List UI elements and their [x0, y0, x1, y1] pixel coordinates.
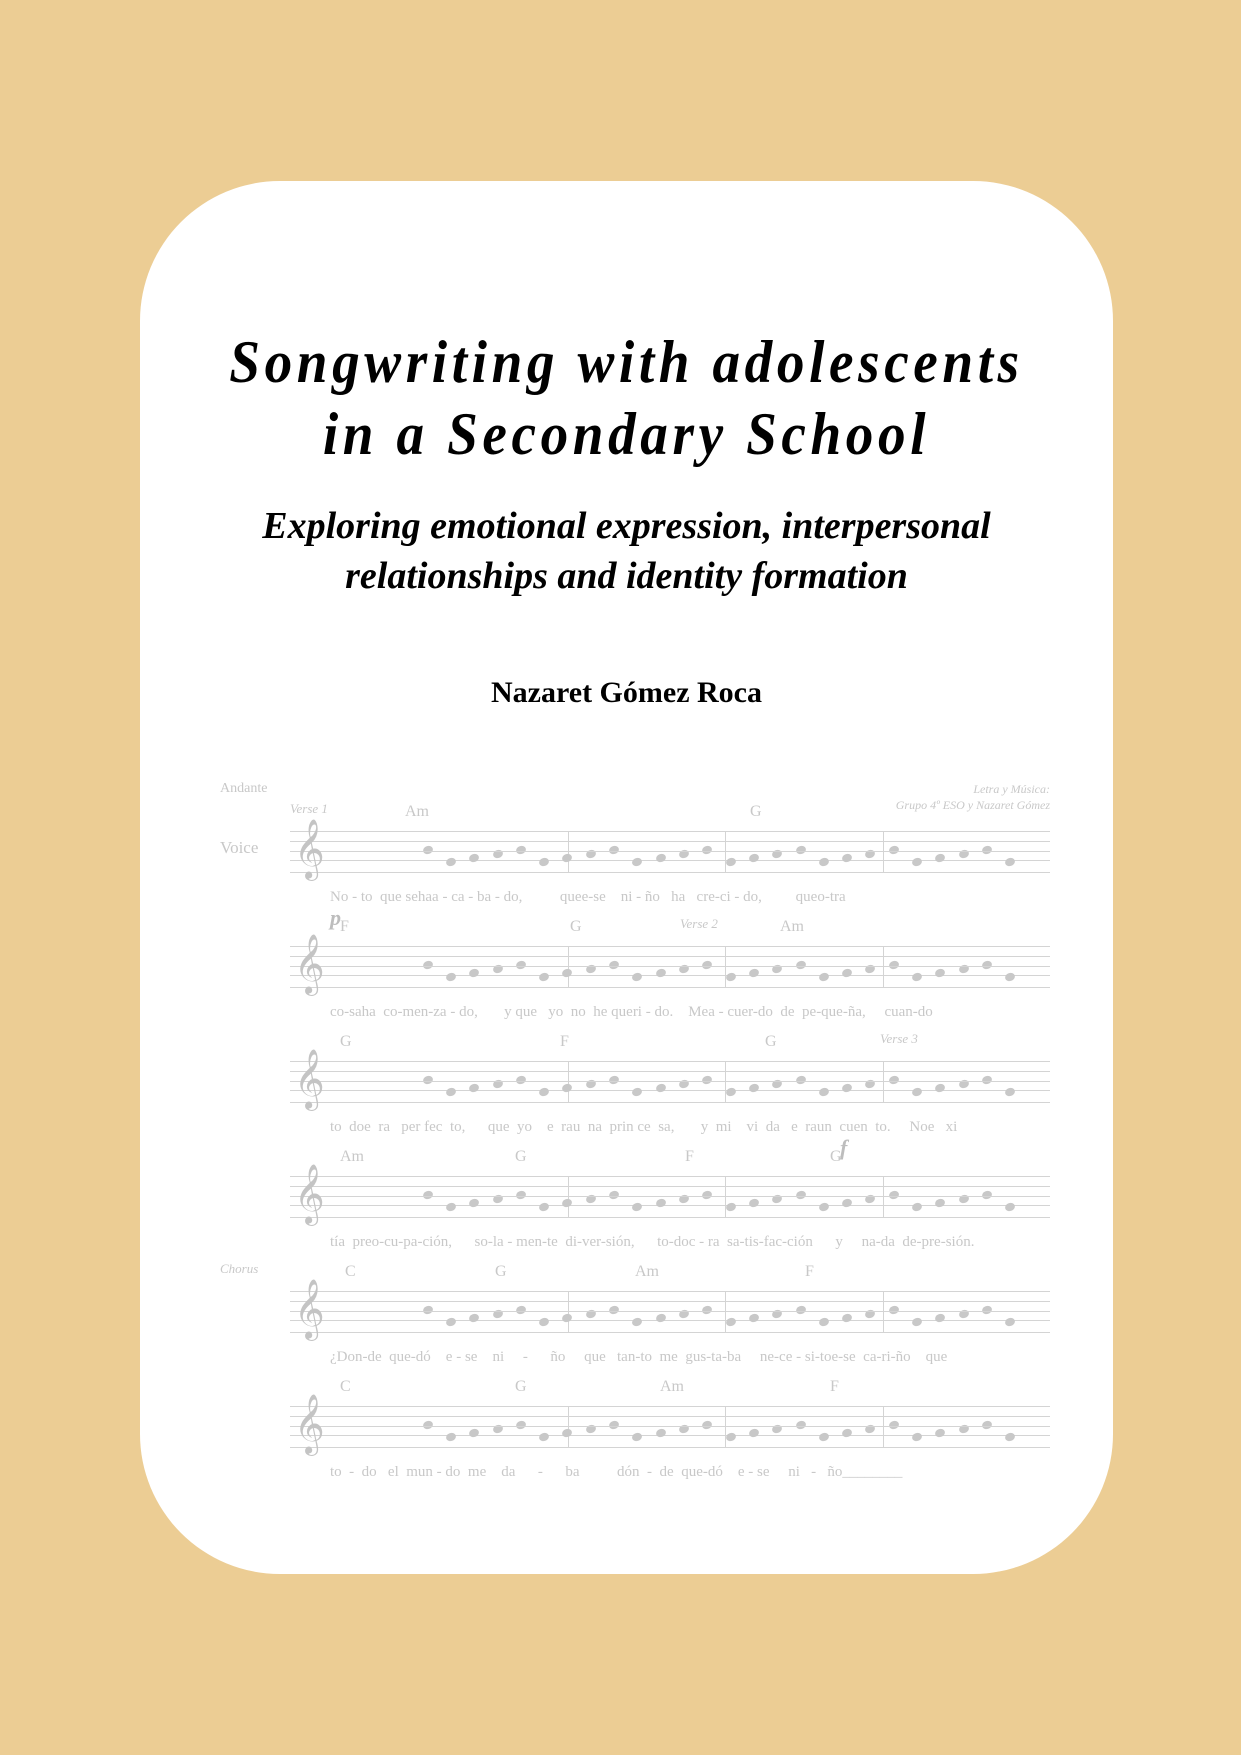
note-head: [585, 1079, 597, 1090]
note-head: [771, 1424, 783, 1435]
staff: [290, 946, 1050, 988]
chord-symbol: Am: [780, 918, 804, 935]
note-head: [864, 849, 876, 860]
note-head: [1004, 857, 1016, 868]
bar-line: [725, 1292, 726, 1332]
note-head: [631, 972, 643, 983]
bar-line: [883, 1177, 884, 1217]
note-head: [538, 1432, 550, 1443]
note-head: [771, 1079, 783, 1090]
bar-line: [883, 947, 884, 987]
note-head: [911, 857, 923, 868]
note-head: [655, 968, 667, 979]
bar-line: [725, 1177, 726, 1217]
note-head: [864, 1194, 876, 1205]
cover-card: [140, 181, 1113, 1574]
note-head: [864, 1079, 876, 1090]
note-head: [841, 853, 853, 864]
credits-line-1: Letra y Música:: [973, 782, 1050, 796]
chord-symbol: F: [560, 1033, 569, 1050]
chord-symbol: F: [805, 1263, 814, 1280]
chord-symbol: Am: [635, 1263, 659, 1280]
book-subtitle: [140, 501, 1113, 601]
bar-line: [568, 832, 569, 872]
note-head: [655, 1198, 667, 1209]
note-head: [794, 1420, 806, 1431]
note-head: [491, 1309, 503, 1320]
note-head: [748, 1198, 760, 1209]
lyrics-line: ¿Don-de que-dó e - se ni - ño que tan-to me gus-ta-ba ne-ce - si-toe-se ca-ri-ño que: [330, 1349, 948, 1365]
chord-symbol: Am: [405, 803, 429, 820]
chord-symbol: F: [340, 918, 349, 935]
note-head: [864, 964, 876, 975]
note-head: [771, 1194, 783, 1205]
note-head: [655, 1428, 667, 1439]
note-head: [468, 1083, 480, 1094]
chord-symbol: G: [830, 1148, 842, 1165]
note-head: [725, 972, 737, 983]
note-head: [841, 1313, 853, 1324]
note-head: [561, 1198, 573, 1209]
note-head: [748, 1428, 760, 1439]
lyrics-line: to - do el mun - do me da - ba dón - de que-dó e - se ni - ño________: [330, 1464, 903, 1480]
note-head: [888, 1190, 900, 1201]
note-head: [538, 1317, 550, 1328]
chord-symbol: C: [345, 1263, 356, 1280]
bar-line: [883, 1292, 884, 1332]
treble-clef-icon: 𝄞: [294, 1394, 325, 1454]
note-head: [678, 964, 690, 975]
note-head: [701, 1420, 713, 1431]
note-head: [585, 849, 597, 860]
note-head: [725, 1432, 737, 1443]
note-head: [468, 1198, 480, 1209]
lyrics-line: No - to que sehaa - ca - ba - do, quee-se ni - ño ha cre-ci - do, queo-tra: [330, 889, 846, 905]
note-head: [561, 1428, 573, 1439]
note-head: [631, 1087, 643, 1098]
note-head: [422, 845, 434, 856]
note-head: [631, 857, 643, 868]
note-head: [794, 1305, 806, 1316]
note-head: [794, 845, 806, 856]
note-head: [841, 1083, 853, 1094]
treble-clef-icon: 𝄞: [294, 819, 325, 879]
note-head: [655, 1313, 667, 1324]
note-head: [491, 1079, 503, 1090]
note-head: [934, 1198, 946, 1209]
chord-symbol: F: [830, 1378, 839, 1395]
note-head: [888, 845, 900, 856]
credits-line-2: Grupo 4º ESO y Nazaret Gómez: [895, 798, 1050, 812]
chord-symbol: G: [340, 1033, 352, 1050]
bar-line: [725, 1407, 726, 1447]
note-head: [608, 1190, 620, 1201]
note-head: [725, 1087, 737, 1098]
note-head: [748, 968, 760, 979]
note-head: [515, 1420, 527, 1431]
note-head: [981, 1305, 993, 1316]
instrument-label: Voice: [220, 838, 259, 857]
note-head: [748, 1313, 760, 1324]
dynamic-marking: f: [840, 1135, 848, 1160]
note-head: [701, 845, 713, 856]
sheet-music-illustration: [220, 781, 1050, 1501]
chord-symbol: G: [515, 1378, 527, 1395]
note-head: [934, 968, 946, 979]
note-head: [422, 960, 434, 971]
note-head: [888, 1420, 900, 1431]
note-head: [491, 1194, 503, 1205]
note-head: [1004, 1317, 1016, 1328]
note-head: [841, 1428, 853, 1439]
note-head: [445, 1432, 457, 1443]
note-head: [468, 1313, 480, 1324]
note-head: [911, 972, 923, 983]
note-head: [841, 968, 853, 979]
note-head: [701, 1190, 713, 1201]
note-head: [888, 960, 900, 971]
note-head: [911, 1432, 923, 1443]
note-head: [538, 1202, 550, 1213]
title-line-1: Songwriting with adolescents: [229, 329, 1024, 395]
note-head: [771, 849, 783, 860]
note-head: [445, 972, 457, 983]
lyrics-line: co-saha co-men-za - do, y que yo no he queri - do. Mea - cuer-do de pe-que-ña, cuan-do: [330, 1004, 933, 1020]
note-head: [934, 1313, 946, 1324]
note-head: [631, 1317, 643, 1328]
title-line-2: in a Secondary School: [322, 401, 931, 467]
note-head: [468, 968, 480, 979]
staff: [290, 831, 1050, 873]
note-head: [608, 1075, 620, 1086]
note-head: [585, 964, 597, 975]
note-head: [515, 1305, 527, 1316]
note-head: [911, 1202, 923, 1213]
lyrics-line: to doe ra per fec to, que yo e rau na prin ce sa, y mi vi da e raun cuen to. Noe xi: [330, 1119, 958, 1135]
note-head: [888, 1305, 900, 1316]
note-head: [678, 1424, 690, 1435]
note-head: [934, 1428, 946, 1439]
chord-symbol: G: [515, 1148, 527, 1165]
note-head: [725, 1202, 737, 1213]
note-head: [538, 857, 550, 868]
note-head: [818, 1432, 830, 1443]
note-head: [701, 1075, 713, 1086]
note-head: [958, 1424, 970, 1435]
note-head: [1004, 972, 1016, 983]
note-head: [585, 1424, 597, 1435]
note-head: [422, 1420, 434, 1431]
note-head: [561, 1083, 573, 1094]
note-head: [794, 1075, 806, 1086]
note-head: [608, 1420, 620, 1431]
music-system: [220, 1261, 1050, 1371]
note-head: [631, 1202, 643, 1213]
note-head: [981, 845, 993, 856]
staff: [290, 1061, 1050, 1103]
note-head: [515, 1075, 527, 1086]
note-head: [422, 1190, 434, 1201]
chord-symbol: G: [570, 918, 582, 935]
bar-line: [725, 947, 726, 987]
note-head: [515, 845, 527, 856]
bar-line: [568, 1177, 569, 1217]
treble-clef-icon: 𝄞: [294, 1049, 325, 1109]
chord-symbol: F: [685, 1148, 694, 1165]
note-head: [981, 1420, 993, 1431]
note-head: [958, 849, 970, 860]
note-head: [981, 1190, 993, 1201]
note-head: [585, 1309, 597, 1320]
section-label: Verse 2: [680, 916, 718, 931]
note-head: [818, 1202, 830, 1213]
note-head: [934, 1083, 946, 1094]
note-head: [701, 1305, 713, 1316]
note-head: [771, 964, 783, 975]
tempo-marking: Andante: [220, 781, 268, 796]
bar-line: [568, 947, 569, 987]
note-head: [561, 853, 573, 864]
chord-symbol: G: [765, 1033, 777, 1050]
note-head: [491, 1424, 503, 1435]
note-head: [1004, 1432, 1016, 1443]
note-head: [911, 1087, 923, 1098]
bar-line: [568, 1292, 569, 1332]
bar-line: [725, 1062, 726, 1102]
note-head: [678, 1309, 690, 1320]
note-head: [818, 1317, 830, 1328]
note-head: [818, 857, 830, 868]
note-head: [1004, 1202, 1016, 1213]
note-head: [468, 1428, 480, 1439]
treble-clef-icon: 𝄞: [294, 1164, 325, 1224]
section-label: Verse 3: [880, 1031, 918, 1046]
note-head: [631, 1432, 643, 1443]
note-head: [818, 1087, 830, 1098]
note-head: [655, 1083, 667, 1094]
section-label: Chorus: [220, 1261, 259, 1276]
note-head: [608, 845, 620, 856]
note-head: [491, 964, 503, 975]
music-system: [220, 1146, 1050, 1256]
note-head: [468, 853, 480, 864]
note-head: [958, 964, 970, 975]
note-head: [981, 1075, 993, 1086]
chord-symbol: C: [340, 1378, 351, 1395]
note-head: [515, 960, 527, 971]
music-system: [220, 916, 1050, 1026]
note-head: [608, 1305, 620, 1316]
note-head: [748, 853, 760, 864]
note-head: [934, 853, 946, 864]
treble-clef-icon: 𝄞: [294, 934, 325, 994]
bar-line: [568, 1062, 569, 1102]
note-head: [818, 972, 830, 983]
note-head: [841, 1198, 853, 1209]
note-head: [864, 1309, 876, 1320]
chord-symbol: Am: [660, 1378, 684, 1395]
chord-symbol: G: [750, 803, 762, 820]
note-head: [678, 1079, 690, 1090]
music-system: [220, 1376, 1050, 1486]
note-head: [422, 1075, 434, 1086]
treble-clef-icon: 𝄞: [294, 1279, 325, 1339]
note-head: [561, 1313, 573, 1324]
note-head: [678, 1194, 690, 1205]
lyrics-line: tía preo-cu-pa-ción, so-la - men-te di-ver-sión, to-doc - ra sa-tis-fac-ción y na-da de-pre-sión.: [330, 1234, 975, 1250]
note-head: [958, 1079, 970, 1090]
bar-line: [725, 832, 726, 872]
bar-line: [883, 832, 884, 872]
staff: [290, 1291, 1050, 1333]
note-head: [561, 968, 573, 979]
note-head: [771, 1309, 783, 1320]
note-head: [748, 1083, 760, 1094]
section-label: Verse 1: [290, 801, 328, 816]
bar-line: [883, 1407, 884, 1447]
note-head: [585, 1194, 597, 1205]
subtitle-line-1: Exploring emotional expression, interpersonal: [262, 505, 991, 547]
note-head: [422, 1305, 434, 1316]
staff: [290, 1406, 1050, 1448]
note-head: [608, 960, 620, 971]
book-title: [179, 326, 1074, 470]
staff: [290, 1176, 1050, 1218]
subtitle-line-2: relationships and identity formation: [345, 555, 908, 597]
note-head: [445, 1087, 457, 1098]
note-head: [888, 1075, 900, 1086]
note-head: [794, 960, 806, 971]
note-head: [725, 1317, 737, 1328]
note-head: [794, 1190, 806, 1201]
note-head: [864, 1424, 876, 1435]
bar-line: [568, 1407, 569, 1447]
note-head: [678, 849, 690, 860]
note-head: [538, 1087, 550, 1098]
note-head: [445, 1202, 457, 1213]
note-head: [958, 1194, 970, 1205]
dynamic-marking: p: [330, 905, 341, 930]
note-head: [701, 960, 713, 971]
note-head: [491, 849, 503, 860]
chord-symbol: G: [495, 1263, 507, 1280]
note-head: [655, 853, 667, 864]
note-head: [911, 1317, 923, 1328]
note-head: [725, 857, 737, 868]
note-head: [445, 857, 457, 868]
note-head: [981, 960, 993, 971]
bar-line: [883, 1062, 884, 1102]
note-head: [1004, 1087, 1016, 1098]
chord-symbol: Am: [340, 1148, 364, 1165]
note-head: [538, 972, 550, 983]
note-head: [445, 1317, 457, 1328]
author-name: Nazaret Gómez Roca: [491, 676, 762, 709]
note-head: [515, 1190, 527, 1201]
note-head: [958, 1309, 970, 1320]
